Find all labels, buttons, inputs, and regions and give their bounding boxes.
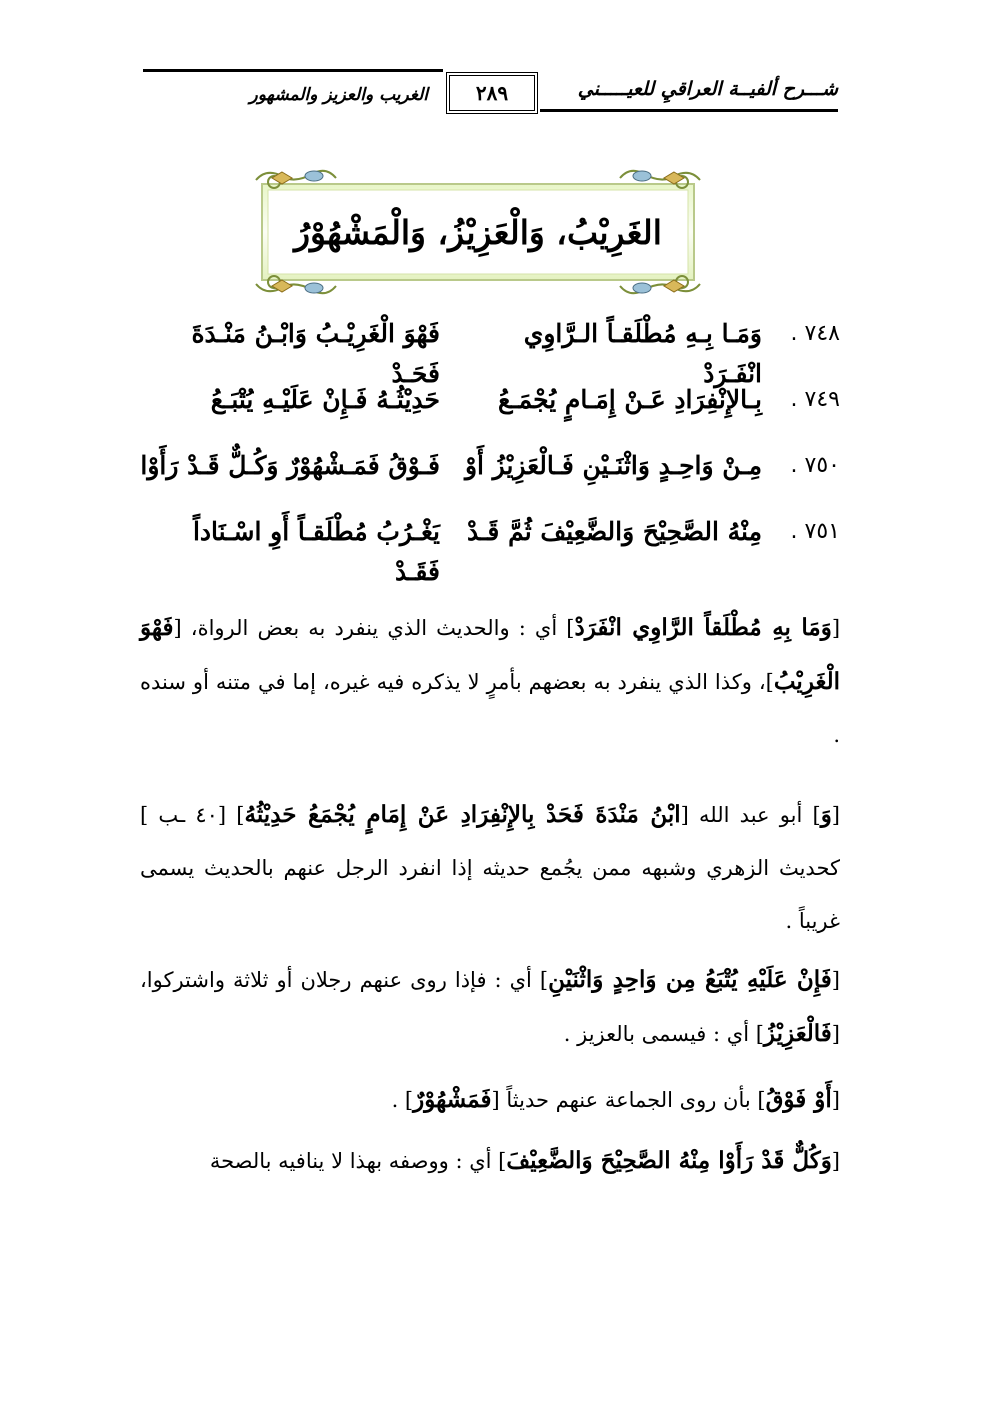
quoted-verse: وَمَا بِهِ مُطْلَقاً الرَّاوِي انْفَرَدْ [574,614,832,641]
verse-number: ٧٤٩ . [790,387,840,412]
verse-line [140,380,840,446]
quoted-verse: ابْنُ مَنْدَةَ فَحَدْ بِالإِنْفِرَادِ عَنْ إِمَامٍ يُجْمَعُ حَدِيْثُهُ [244,801,681,828]
header-rule-top [143,69,443,72]
verse-number: ٧٥٠ . [790,453,840,478]
quoted-verse: فَمَشْهُوْرٌ [413,1086,492,1113]
verse-second-hemistich: يَغْـرُبُ مُطْلَقـاً أَوِ اسْـنَاداً فَقَـدْ [192,517,440,586]
verse-list [140,314,840,586]
commentary-paragraph: [وَمَا بِهِ مُطْلَقاً الرَّاوِي انْفَرَدْ] أي : والحديث الذي ينفرد به بعض الرواة، [فَهْوَ الْغَرِيْبُ]، وكذا الذي ينفرد به بعضهم بأمرٍ لا يذكره فيه غيره، إما في متنه أو سنده . [140,614,841,747]
verse-number: ٧٤٨ . [790,321,840,346]
quoted-verse: وَ [820,801,832,828]
commentary-paragraph: [وَ] أبو عبد الله [ابْنُ مَنْدَةَ فَحَدْ بِالإِنْفِرَادِ عَنْ إِمَامٍ يُجْمَعُ حَدِيْثُهُ] [٤٠ ـب ] كحديث الزهري وشبهه ممن يجُمع حديثه إذا انفرد الرجل عنهم بالحديث يسمى غريباً . [140,801,840,933]
commentary-text: ] أبو عبد الله [ [680,803,821,827]
verse-line [140,512,840,586]
verse-first-hemistich: مِـنْ وَاحِـدٍ وَاثْنَـيْنِ فَـالْعَزِيْزُ أَوْ [464,451,762,480]
commentary-text: ] أي : والحديث الذي ينفرد به بعض الرواة، [ [173,616,575,640]
commentary-text: ] . [391,1088,414,1112]
header-chapter-title: الغريب والعزيز والمشهور [249,85,428,105]
page-number: ٢٨٩ [446,72,538,114]
verse-first-hemistich: بِـالإِنْفِرَادِ عَـنْ إِمَـامٍ يُجْمَـعُ [498,385,762,414]
commentary-text: ] أي : فيسمى بالعزيز . [563,1022,764,1046]
quoted-verse: فَهْوَ الْغَرِيْبُ [140,614,840,695]
verse-second-hemistich: فَهْوَ الْغَرِيْـبُ وَابْـنُ مَنْـدَةَ فَحَـدْ [191,319,440,388]
commentary-text: ] [٤٠ ـب ] كحديث الزهري وشبهه ممن يجُمع حديثه إذا انفرد الرجل عنهم بالحديث يسمى غريباً . [140,803,840,933]
verse-line [140,446,840,512]
quoted-verse: وَكُلٌّ قَدْ رَأَوْا مِنْهُ الصَّحِيْحَ وَالضَّعِيْفَ [506,1147,832,1174]
commentary-paragraph: [أَوْ فَوْقُ] بأن روى الجماعة عنهم حديثاً [فَمَشْهُوْرٌ] . [391,1086,840,1113]
header-book-title: شـــرح ألفيــة العراقيِ للعيـــــني [577,78,838,100]
verse-number: ٧٥١ . [790,519,840,544]
verse-line [140,314,840,388]
commentary-text: ]، وكذا الذي ينفرد به بعضهم بأمرٍ لا يذكره فيه غيره، إما في متنه أو سنده . [140,670,840,747]
quoted-verse: فَإِنْ عَلَيْهِ يُتْبَعُ مِن وَاحِدٍ وَاثْنَيْنِ [548,966,832,993]
commentary-text: ] أي : ووصفه بهذا لا ينافيه بالصحة [209,1149,507,1173]
commentary-text: ] أي : فإذا روى عنهم رجلان أو ثلاثة واشتركوا، [ [140,968,840,1046]
commentary-text: ] بأن روى الجماعة عنهم حديثاً [ [491,1088,766,1112]
header-rule-bottom [540,109,838,112]
verse-first-hemistich: مِنْهُ الصَّحِيْحَ وَالضَّعِيْفَ ثُمَّ قَـدْ [466,517,762,546]
verse-second-hemistich: فَـوْقُ فَمَـشْهُوْرٌ وَكُـلٌّ قَـدْ رَأَوْا [140,451,440,480]
quoted-verse: فَالْعَزِيْزُ [763,1020,832,1047]
verse-second-hemistich: حَدِيْثُـهُ فَـإِنْ عَلَيْـهِ يُتْبَـعُ [210,385,440,414]
section-title: الغَرِيْبُ، وَالْعَزِيْزُ، وَالْمَشْهُوْرُ [294,213,662,252]
verse-first-hemistich: وَمَـا بِـهِ مُطْلَقـاً الـرَّاوِي انْفَـرَدْ [523,319,762,388]
quoted-verse: أَوْ فَوْقُ [765,1086,832,1113]
commentary-paragraph: [وَكُلٌّ قَدْ رَأَوْا مِنْهُ الصَّحِيْحَ وَالضَّعِيْفَ] أي : ووصفه بهذا لا ينافيه بالصحة [209,1147,840,1174]
commentary-paragraph: [فَإِنْ عَلَيْهِ يُتْبَعُ مِن وَاحِدٍ وَاثْنَيْنِ] أي : فإذا روى عنهم رجلان أو ثلاثة واشتركوا، [فَالْعَزِيْزُ] أي : فيسمى بالعزيز . [140,966,840,1047]
